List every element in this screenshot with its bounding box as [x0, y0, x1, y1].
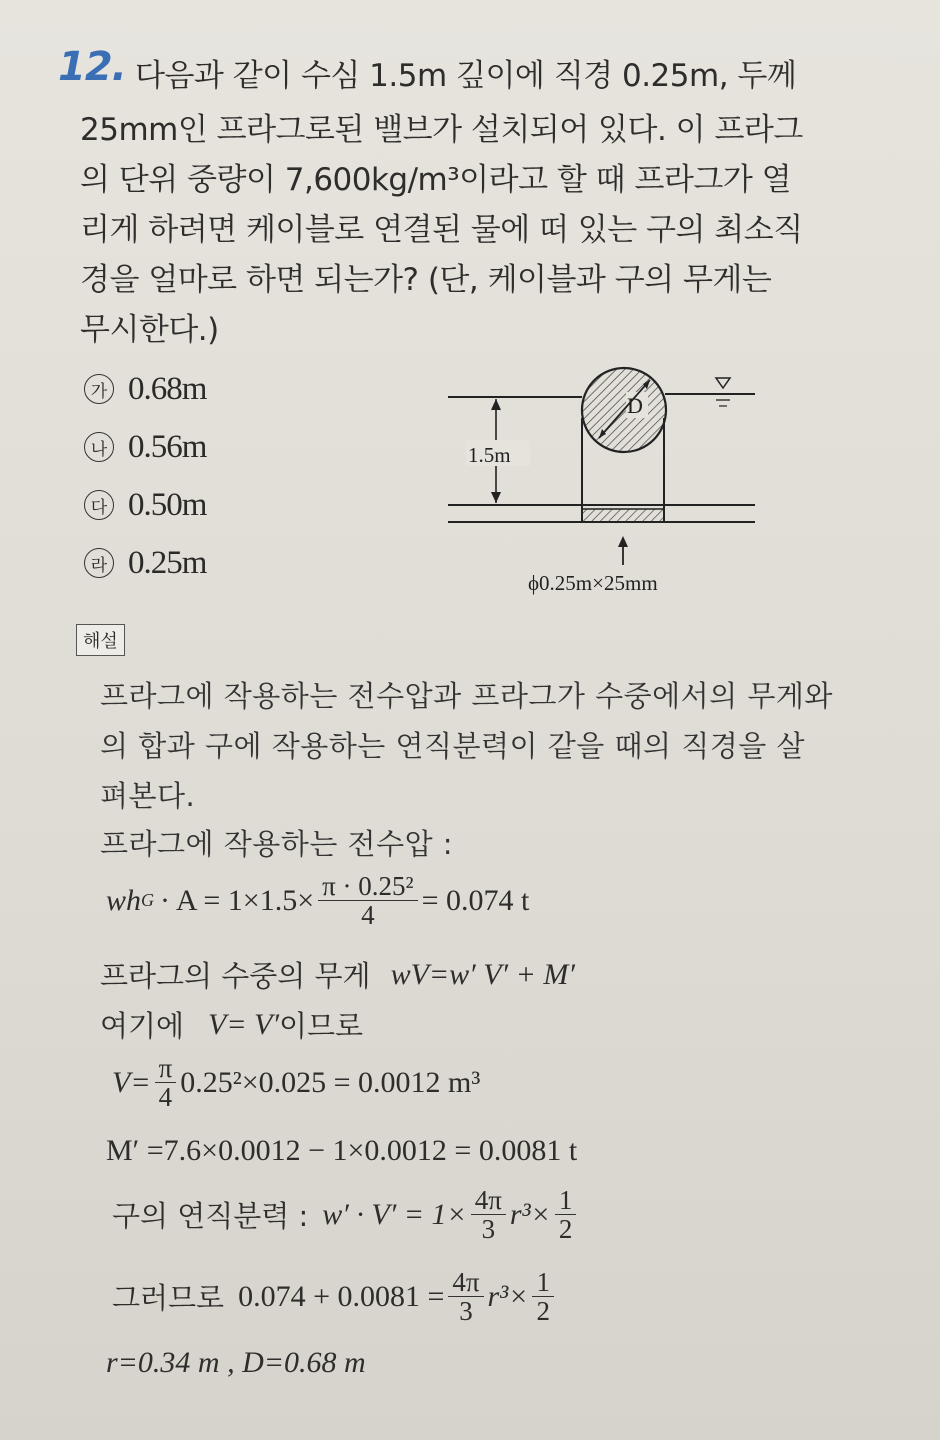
eq1-denominator: 4 — [361, 900, 375, 931]
thus-label: 그러므로 — [112, 1281, 225, 1316]
volume-equation — [112, 1054, 480, 1112]
option-d-mark: 라 — [84, 548, 114, 578]
sphere-diameter-label: D — [627, 393, 643, 418]
sphere-mid: r³× — [509, 1197, 551, 1231]
depth-label: 1.5m — [468, 443, 511, 467]
sphere-den-1: 3 — [481, 1214, 496, 1245]
solution-badge: 해설 — [76, 624, 125, 656]
sphere-num-1: 4π — [471, 1186, 506, 1215]
sphere-den-2: 2 — [558, 1214, 573, 1245]
option-a[interactable] — [84, 360, 206, 418]
thus-den-2: 2 — [536, 1296, 550, 1327]
question-line-1: 다음과 같이 수심 1.5m 깊이에 직경 0.25m, 두께 — [135, 58, 797, 94]
option-a-mark: 가 — [84, 374, 114, 404]
plug-sphere-diagram — [440, 350, 770, 600]
solution-intro-2: 의 합과 구에 작용하는 연직분력이 같을 때의 직경을 살 — [100, 729, 806, 763]
thus-mid: r³× — [487, 1279, 529, 1313]
question-number: 12. — [58, 44, 126, 90]
question-line-3: 의 단위 중량이 7,600kg/m³이라고 할 때 프라그가 열 — [80, 162, 792, 198]
mass-equation — [106, 1134, 577, 1168]
sphere-fraction-2 — [555, 1186, 577, 1244]
eq1-sub: G — [141, 890, 155, 911]
sphere-force-label: 구의 연직분력 : — [112, 1199, 309, 1234]
here-line — [100, 1004, 363, 1045]
pressure-title: 프라그에 작용하는 전수압 : — [100, 827, 454, 861]
v-right: 0.25²×0.025 = 0.0012 m³ — [180, 1065, 481, 1099]
thus-fraction-2 — [532, 1268, 554, 1326]
question-line-6: 무시한다.) — [80, 312, 219, 348]
weight-line — [100, 954, 575, 995]
option-a-value: 0.68m — [128, 370, 207, 407]
sphere-eq-left: w′ · V′ = 1× — [322, 1197, 467, 1231]
option-b-mark: 나 — [84, 432, 114, 462]
eq1-numerator: π · 0.25² — [318, 872, 417, 901]
depth-arrow-bottom — [491, 492, 501, 503]
v-denominator: 4 — [158, 1082, 173, 1113]
thus-left: 0.074 + 0.0081 = — [238, 1279, 445, 1313]
plug-dimension-label: ϕ0.25m×25mm — [528, 571, 658, 595]
result-line — [106, 1346, 366, 1380]
thus-fraction-1 — [448, 1268, 483, 1326]
eq1-fraction — [318, 872, 417, 930]
eq1-left: wh — [106, 883, 142, 917]
pressure-equation — [106, 872, 529, 930]
here-suffix: 이므로 — [279, 1009, 364, 1043]
option-c-value: 0.50m — [128, 486, 207, 523]
m-equation: M′ =7.6×0.0012 − 1×0.0012 = 0.0081 t — [106, 1134, 578, 1167]
sphere-num-2: 1 — [555, 1186, 577, 1215]
plug — [582, 509, 664, 522]
option-d-value: 0.25m — [128, 544, 207, 581]
here-label: 여기에 — [100, 1009, 185, 1043]
question-line-4: 리게 하려면 케이블로 연결된 물에 떠 있는 구의 최소직 — [80, 212, 803, 248]
result: r=0.34 m , D=0.68 m — [106, 1346, 366, 1379]
solution-intro-1: 프라그에 작용하는 전수압과 프라그가 수중에서의 무게와 — [100, 679, 833, 713]
water-surface-icon — [712, 378, 734, 406]
question-line-2: 25mm인 프라그로된 밸브가 설치되어 있다. 이 프라그 — [80, 112, 803, 148]
weight-equation: wV=w′ V′ + M′ — [390, 957, 575, 991]
thus-den-1: 3 — [459, 1296, 473, 1327]
weight-label: 프라그의 수중의 무게 — [100, 959, 371, 993]
question-line-5: 경을 얼마로 하면 되는가? (단, 케이블과 구의 무게는 — [80, 262, 772, 298]
v-fraction — [155, 1054, 177, 1112]
answer-options — [84, 360, 206, 592]
option-b[interactable] — [84, 418, 206, 476]
depth-arrow-top — [491, 399, 501, 410]
plug-arrow-head — [618, 536, 628, 547]
option-c[interactable] — [84, 476, 206, 534]
here-equation: V= V′ — [208, 1007, 280, 1041]
thus-num-2: 1 — [532, 1268, 554, 1297]
eq1-mid: · A = 1×1.5× — [160, 883, 315, 917]
eq1-right: = 0.074 t — [421, 883, 530, 917]
thus-num-1: 4π — [448, 1268, 483, 1297]
v-left: V= — [112, 1065, 151, 1099]
option-b-value: 0.56m — [128, 428, 207, 465]
sphere-fraction-1 — [471, 1186, 506, 1244]
solution-intro-3: 펴본다. — [100, 779, 196, 813]
sphere-force-equation — [112, 1186, 580, 1244]
option-c-mark: 다 — [84, 490, 114, 520]
thus-equation — [112, 1268, 558, 1326]
v-numerator: π — [155, 1054, 177, 1083]
option-d[interactable] — [84, 534, 206, 592]
